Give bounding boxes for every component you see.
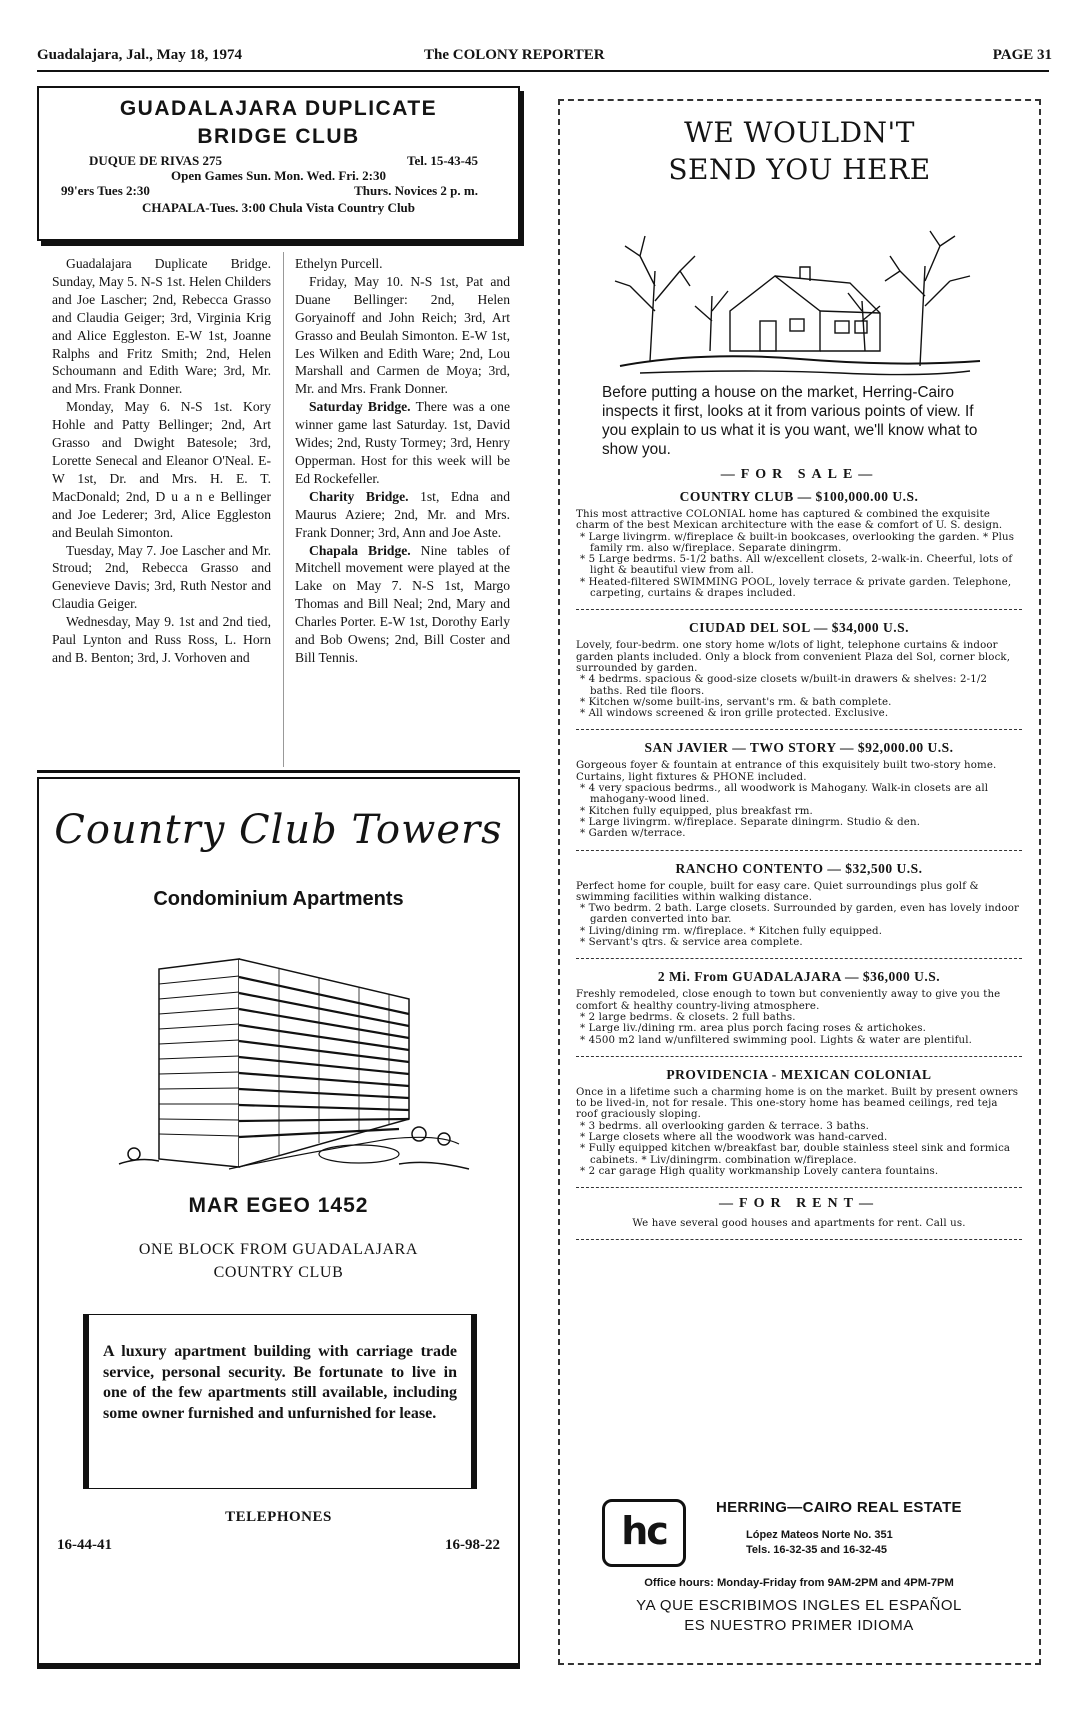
listing-line: * Kitchen fully equipped, plus breakfast rm. — [580, 805, 813, 817]
section-rule — [37, 770, 520, 773]
listing-line: * Servant's qtrs. & service area complete. — [580, 937, 803, 949]
condominium-subtitle: Condominium Apartments — [153, 888, 404, 910]
listing-line: * 2 large bedrms. & closets. 2 full baths. — [580, 1011, 796, 1023]
office-hours: Office hours: Monday-Friday from 9AM-2PM and 4PM-7PM — [644, 1577, 954, 1589]
telephones-label: TELEPHONES — [225, 1509, 332, 1525]
bridge-club-open-games: Open Games Sun. Mon. Wed. Fri. 2:30 — [170, 168, 386, 183]
listing-divider — [576, 1187, 1022, 1188]
bridge-club-address: DUQUE DE RIVAS 275 — [89, 153, 223, 168]
listing-line: * Fully equipped kitchen w/breakfast bar, double stainless steel sink and formica cabinets. * Liv/diningrm. combination w/fireplace. — [580, 1143, 1011, 1166]
listing-title: COUNTRY CLUB — $100,000.00 U.S. — [679, 489, 919, 504]
listing-body — [576, 989, 1022, 1045]
listing — [576, 1067, 1022, 1177]
bridge-article-col2 — [295, 255, 510, 667]
one-block-line1: ONE BLOCK FROM GUADALAJARA — [138, 1241, 419, 1258]
listing-line: Gorgeous foyer & fountain at entrance of this exquisitely built two-story home. Curtains, light fixtures & PHONE included. — [576, 760, 997, 783]
listing-line: * All windows screened & iron grille protected. Exclusive. — [580, 708, 889, 720]
bridge-club-box — [37, 86, 520, 241]
listing-line: Once in a lifetime such a charming home is on the market. Built by present owners to be lived-in, not for resale. This one-story home has beamed ceilings, red teja roof graciously sloping. — [576, 1086, 1019, 1121]
listing-divider — [576, 850, 1022, 851]
listing-divider — [576, 1056, 1022, 1057]
listing-body — [576, 1087, 1022, 1177]
saturday-bridge-text: There was a one winner game last Saturday. 1st, David Wides; 2nd, Rusty Tormey; 3rd, Henry Opperman. Host for this week will be Ed Rockefeller. — [295, 399, 510, 486]
listing — [576, 489, 1022, 599]
listing-line: * Large livingrm. w/fireplace & built-in bookcases, overlooking the garden. * Plus family rm. also w/fireplace. Separate diningrm. — [580, 531, 1015, 554]
house-illustration — [600, 201, 1000, 381]
listing-line: Perfect home for couple, built for easy care. Quiet surroundings plus golf & swimming facilities within walking distance. — [576, 880, 979, 903]
listing-line: This most attractive COLONIAL home has captured & combined the exquisite charm of the best Mexican architecture with the ease & comfort of U. S. design. — [576, 509, 1003, 532]
listing-line: * 5 Large bedrms. 5-1/2 baths. All w/excellent closets, 2-walk-in. Cheerful, lots of light & beautiful view from all. — [580, 554, 1013, 577]
listing-title: PROVIDENCIA - MEXICAN COLONIAL — [666, 1066, 932, 1082]
spanish-line1: YA QUE ESCRIBIMOS INGLES EL ESPAÑOL — [636, 1597, 962, 1614]
article-paragraph: Monday, May 6. N-S 1st. Kory Hohle and Patty Bellinger; 2nd, Art Grasso and Dwight Batesole; 3rd, Lorette Senecal and Eleanor O'Neal. E-W 1st, Dr. and Mrs. H. E. T. MacDonald; 2nd, D u a n e Bellinger and Joe Lederer; 3rd, Alice Eggleston and Beulah Simonton. — [52, 399, 271, 540]
listing-line: * 4 bedrms. spacious & good-size closets w/built-in drawers & shelves: 2-1/2 baths. Red tile floors. — [580, 674, 988, 697]
listings — [576, 489, 1022, 1240]
listing-line: * Heated-filtered SWIMMING POOL, lovely terrace & private garden. Telephone, carpeting, curtains & drapes included. — [580, 576, 1012, 600]
article-paragraph: Ethelyn Purcell. — [295, 256, 383, 271]
bridge-club-99ers: 99'ers Tues 2:30 — [61, 183, 150, 198]
listing-body — [576, 509, 1022, 599]
column-divider — [283, 252, 284, 767]
listing-divider — [576, 958, 1022, 959]
listing-title: CIUDAD DEL SOL — $34,000 U.S. — [688, 620, 910, 636]
ad-intro: Before putting a house on the market, Herring-Cairo inspects it first, looks at it from various points of view. If you explain to us what it is you want, we'll know what to show you. — [602, 384, 978, 458]
listing-line: * 2 car garage High quality workmanship Lovely cantera fountains. — [580, 1165, 939, 1177]
article-paragraph: Guadalajara Duplicate Bridge. Sunday, May 5. N-S 1st. Helen Childers and Joe Lascher; 2nd, Rebecca Grasso and Claudia Geiger; 3rd, Virginia Krig and Alice Eggleston. E-W 1st, Joanne Ralphs and Fritz Smith; 2nd, Helen Schoumann and Edith Ware; 3rd, Mr. and Mrs. Frank Donner. — [52, 256, 271, 397]
company-telephones: Tels. 16-32-35 and 16-32-45 — [746, 1544, 888, 1556]
listing-line: * Living/dining rm. w/fireplace. * Kitchen fully equipped. — [580, 925, 883, 937]
ad-headline-line2: SEND YOU HERE — [668, 153, 931, 186]
listing — [576, 620, 1022, 719]
country-club-blurb: A luxury apartment building with carriage trade service, personal security. Be fortunate to live in one of the few apartments still available, including some owner furnished and unfurnished for lease. — [103, 1343, 457, 1422]
listing-line: * Large livingrm. w/fireplace. Separate diningrm. Studio & den. — [580, 816, 921, 828]
listing-line: * Large liv./dining rm. area plus porch facing roses & artichokes. — [580, 1023, 927, 1035]
company-block — [576, 1489, 1022, 1649]
telephone-2: 16-98-22 — [445, 1537, 500, 1553]
article-paragraph: Wednesday, May 9. 1st and 2nd tied, Paul Lynton and Russ Ross, L. Horn and B. Benton; 3rd, J. Vorhoven and — [52, 614, 271, 665]
listing — [576, 740, 1022, 839]
header-rule — [37, 70, 1049, 72]
spanish-line2: ES NUESTRO PRIMER IDIOMA — [684, 1617, 914, 1634]
article-paragraph: Tuesday, May 7. Joe Lascher and Mr. Stroud; 2nd, Rebecca Grasso and Genevieve Davis; 3rd, Ruth Nestor and Claudia Geiger. — [52, 542, 271, 612]
bridge-club-title-line2: BRIDGE CLUB — [197, 125, 360, 148]
bridge-club-title-line1: GUADALAJARA DUPLICATE — [119, 97, 438, 120]
bridge-club-novices: Thurs. Novices 2 p. m. — [354, 183, 478, 198]
listing-title: SAN JAVIER — TWO STORY — $92,000.00 U.S. — [644, 740, 954, 756]
country-club-blurb-box — [83, 1314, 477, 1489]
chapala-bridge-heading: Chapala Bridge. — [309, 542, 411, 558]
dateline: Guadalajara, Jal., May 18, 1974 — [37, 47, 242, 63]
listing-line: Lovely, four-bedrm. one story home w/lots of light, telephone curtains & indoor garden plants included. Only a block from convenient Plaza del Sol, corner block, surrounded by garden. — [576, 640, 1011, 674]
one-block-line2: COUNTRY CLUB — [213, 1264, 344, 1281]
newspaper-name: The COLONY REPORTER — [424, 47, 605, 63]
for-rent-heading: —FOR RENT— — [719, 1196, 879, 1212]
herring-cairo-logo: hc — [602, 1499, 686, 1567]
listing-line: * 4500 m2 land w/unfiltered swimming pool. Lights & water are plentiful. — [580, 1034, 973, 1046]
listing — [576, 969, 1022, 1045]
bridge-club-tel: Tel. 15-43-45 — [406, 153, 478, 168]
listing-line: * 4 very spacious bedrms., all woodwork is Mahogany. Walk-in closets are all mahogany-wood lined. — [580, 783, 989, 806]
article-paragraph: Friday, May 10. N-S 1st, Pat and Duane Bellinger: 2nd, Helen Goryainoff and John Reich; 3rd, Art Grasso and Beulah Simonton. E-W 1st, Les Wilken and Edith Ware; 2nd, Lou Marshall and Carmen de Moya; 3rd, Mr. and Mrs. Frank Donner. — [295, 273, 510, 397]
listing — [576, 861, 1022, 949]
listing-body — [576, 760, 1022, 839]
country-club-script-title: Country Club Towers — [54, 807, 503, 853]
bridge-article-col1 — [52, 255, 271, 667]
article-paragraph — [295, 488, 510, 542]
listing-line: * Kitchen w/some built-ins, servant's rm. & bath complete. — [580, 696, 892, 708]
listing-line: * 3 bedrms. all overlooking garden & terrace. 3 baths. — [580, 1120, 870, 1132]
listing-divider — [576, 609, 1022, 610]
herring-cairo-ad — [558, 99, 1041, 1665]
bridge-club-chapala: CHAPALA-Tues. 3:00 Chula Vista Country Club — [141, 200, 416, 215]
listing-divider — [576, 1239, 1022, 1240]
charity-bridge-text: 1st, Edna and Maurus Aziere; 2nd, Mr. and Mrs. Frank Donner; 3rd, Ann and Joe Aste. — [295, 488, 510, 540]
for-sale-heading: —FOR SALE— — [720, 467, 879, 482]
ad-headline-line1: WE WOULDN'T — [684, 116, 915, 149]
country-club-address: MAR EGEO 1452 — [188, 1194, 369, 1217]
listing-line: * Large closets where all the woodwork was hand-carved. — [580, 1131, 888, 1143]
for-rent-text: We have several good houses and apartments for rent. Call us. — [632, 1218, 966, 1230]
page-number: PAGE 31 — [992, 47, 1052, 63]
article-paragraph — [295, 398, 510, 488]
listing-body — [576, 640, 1022, 719]
article-paragraph — [295, 542, 510, 667]
telephone-1: 16-44-41 — [57, 1537, 112, 1553]
charity-bridge-heading: Charity Bridge. — [309, 488, 409, 504]
company-address: López Mateos Norte No. 351 — [746, 1529, 893, 1541]
listing-body — [576, 881, 1022, 949]
company-name: HERRING—CAIRO REAL ESTATE — [716, 1499, 962, 1516]
listing-divider — [576, 729, 1022, 730]
saturday-bridge-heading: Saturday Bridge. — [309, 399, 411, 415]
building-illustration — [99, 929, 479, 1179]
listing-line: * Two bedrm. 2 bath. Large closets. Surrounded by garden, even has lovely indoor garden converted into bar. — [580, 903, 1020, 926]
listing-title: 2 Mi. From GUADALAJARA — $36,000 U.S. — [657, 969, 941, 985]
listing-line: Freshly remodeled, close enough to town but conveniently away to give you the comfort & healthy country-living atmosphere. — [576, 989, 1001, 1012]
listing-line: * Garden w/terrace. — [580, 828, 686, 840]
country-club-towers-ad — [37, 777, 520, 1669]
listing-title: RANCHO CONTENTO — $32,500 U.S. — [675, 860, 923, 876]
chapala-bridge-text: Nine tables of Mitchell movement were played at the Lake on May 7. N-S 1st, Margo Thomas and Bill Neal; 2nd, Mary and Charles Porter. E-W 1st, Dorothy Early and Bob Owens; 2nd, Bill Coster and Bill Tennis. — [295, 542, 510, 665]
